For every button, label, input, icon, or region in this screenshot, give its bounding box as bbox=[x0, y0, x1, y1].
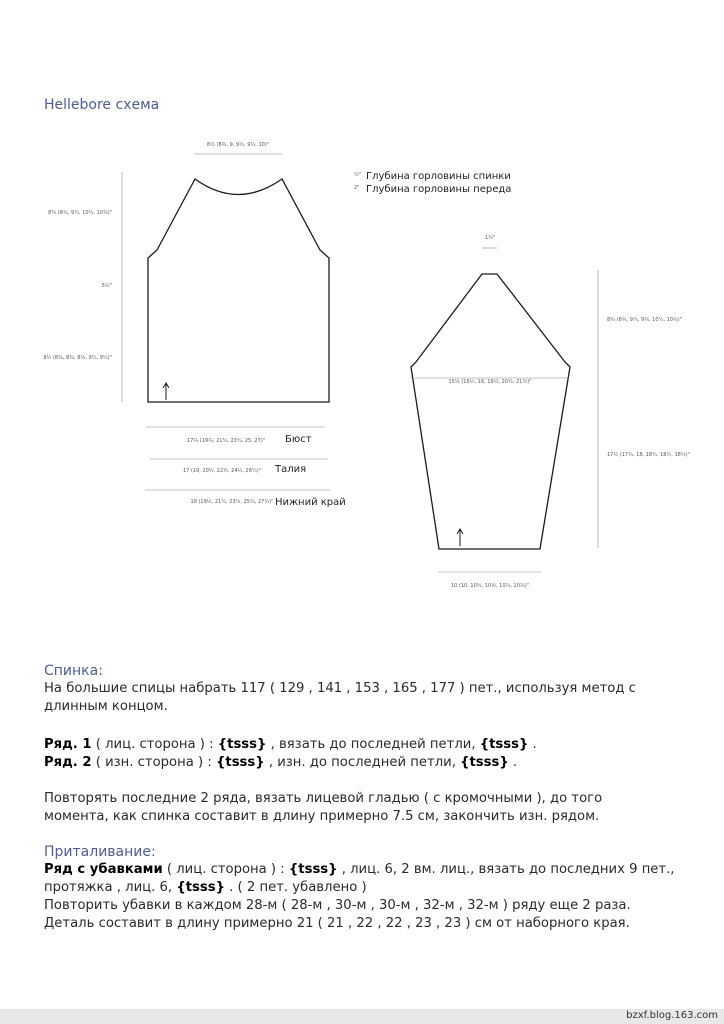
row-1-line bbox=[44, 736, 694, 754]
dec-mid: , лиц. 6, 2 вм. лиц., вязать до последних 9 пет., bbox=[337, 862, 675, 877]
shaping-heading: Приталивание: bbox=[44, 844, 156, 860]
neck-front-value: 2" bbox=[354, 185, 360, 191]
neck-back-label: Глубина горловины спинки bbox=[366, 171, 511, 182]
row-2-line bbox=[44, 754, 694, 772]
bust-label: Бюст bbox=[285, 434, 312, 445]
dec-line2-start: протяжка , лиц. 6, bbox=[44, 880, 177, 895]
dec-tsss-b: {tsss} bbox=[176, 880, 225, 895]
cast-on-line-2: длинным концом. bbox=[44, 699, 168, 714]
row-1-label: Ряд. 1 bbox=[44, 737, 92, 752]
sleeve-cap-height: 8¾ (8¾, 9¼, 9¾, 10¼, 10¾)" bbox=[607, 317, 683, 323]
footer-site: bzxf.blog.163.com bbox=[626, 1010, 718, 1021]
body-outline bbox=[148, 179, 329, 402]
shaping-line-2 bbox=[44, 879, 694, 897]
sleeve-top-width: 1¾" bbox=[484, 235, 496, 241]
row-2-tsss-b: {tsss} bbox=[460, 755, 509, 770]
row-2-mid: , изн. до последней петли, bbox=[264, 755, 461, 770]
waist-width: 17 (19, 20½, 22½, 24½, 26¼)" bbox=[182, 468, 262, 474]
row-1-mid: , вязать до последней петли, bbox=[266, 737, 480, 752]
cuff-width: 10 (10, 10½, 10½, 10¾, 10¾)" bbox=[450, 583, 530, 589]
row-1-tsss-a: {tsss} bbox=[217, 737, 267, 752]
back-heading: Спинка: bbox=[44, 663, 103, 679]
page-title: Hellebore схема bbox=[44, 97, 160, 113]
row-2-side: ( изн. сторона ) : bbox=[91, 755, 216, 770]
row-1-end: . bbox=[528, 737, 537, 752]
waist-to-armhole: 5½" bbox=[101, 283, 112, 289]
row-1-side: ( лиц. сторона ) : bbox=[91, 737, 218, 752]
shaping-line-4: Деталь составит в длину примерно 21 ( 21 , 22 , 22 , 23 , 23 ) см от наборного края. bbox=[44, 916, 630, 931]
lower-side-length: 8½ (8¾, 8¾, 8¾, 9¼, 9¼)" bbox=[43, 355, 112, 361]
cast-on-line-1: На большие спицы набрать 117 ( 129 , 141 , 153 , 165 , 177 ) пет., используя метод с bbox=[44, 681, 636, 696]
row-2-end: . bbox=[508, 755, 518, 770]
dec-tsss-a: {tsss} bbox=[288, 862, 338, 877]
shaping-line-3: Повторить убавки в каждом 28-м ( 28-м , 30-м , 30-м , 32-м , 32-м ) ряду еще 2 раза. bbox=[44, 898, 631, 913]
waist-label: Талия bbox=[275, 464, 307, 475]
sleeve-length: 17½ (17¾, 18, 18¼, 18½, 18½)" bbox=[607, 452, 690, 458]
row-2-tsss-a: {tsss} bbox=[216, 755, 265, 770]
row-1-tsss-b: {tsss} bbox=[479, 737, 529, 752]
rows-section bbox=[44, 736, 694, 772]
footer-bar bbox=[0, 1009, 724, 1024]
neck-back-value: ½" bbox=[354, 172, 362, 178]
decrease-row-label: Ряд с убавками bbox=[44, 862, 163, 877]
repeat-line-1: Повторять последние 2 ряда, вязать лицевой гладью ( с кромочными ), до того bbox=[44, 791, 603, 806]
dec-line2-end: . ( 2 пет. убавлено ) bbox=[224, 880, 367, 895]
sleeve-outline bbox=[411, 274, 570, 549]
armhole-height: 8¼ (8¾, 9¼, 10¼, 10¾)" bbox=[48, 210, 112, 216]
repeat-line-2: момента, как спинка составит в длину примерно 7.5 см, закончить изн. рядом. bbox=[44, 809, 600, 824]
dec-side: ( лиц. сторона ) : bbox=[162, 862, 289, 877]
shaping-section bbox=[44, 843, 694, 933]
shaping-line-1 bbox=[44, 861, 694, 879]
repeat-section bbox=[44, 790, 694, 826]
back-section bbox=[44, 662, 694, 716]
bust-width: 17¾ (19¾, 21¼, 23¼, 25, 27)" bbox=[186, 438, 266, 444]
hem-width: 18 (19½, 21¼, 23¼, 25¼, 27¾)" bbox=[190, 499, 274, 505]
neck-front-label: Глубина горловины переда bbox=[366, 184, 512, 195]
sleeve-width: 15½ (16½, 18, 19½, 20½, 21½)" bbox=[448, 379, 532, 385]
row-2-label: Ряд. 2 bbox=[44, 755, 92, 770]
body-top-width: 8½ (8¾, 9, 9½, 9¾, 10)" bbox=[206, 142, 270, 148]
hem-label: Нижний край bbox=[275, 497, 346, 508]
